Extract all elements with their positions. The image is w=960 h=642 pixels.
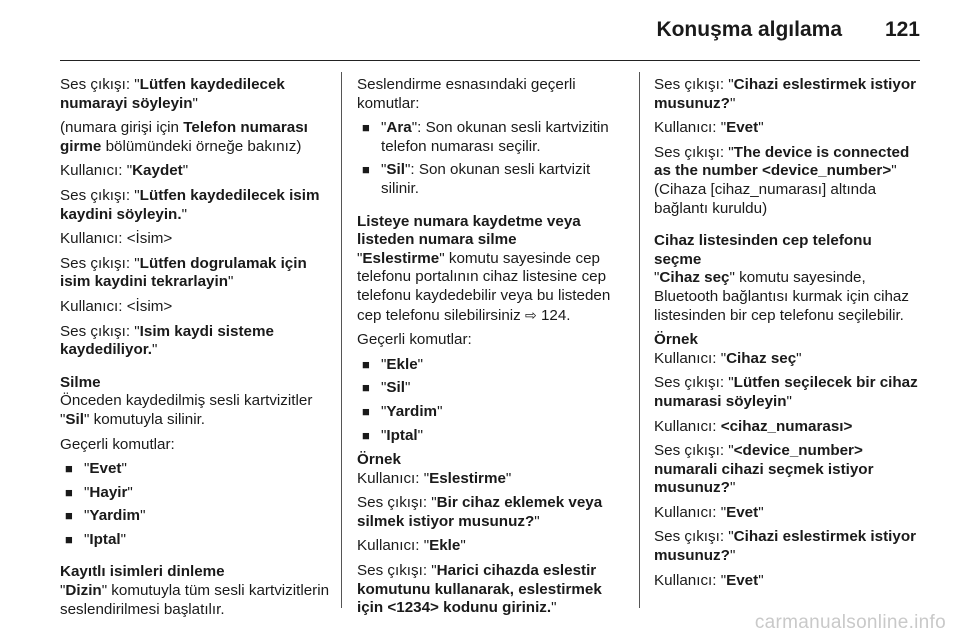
- dialog-line: Kullanıcı: <İsim>: [60, 230, 173, 248]
- dialog-line: [654, 76, 922, 113]
- text: " komutu sayesinde, Bluetooth bağlantısı kurmak için cihaz listesinden bir cep telefonu seçilebilir.: [654, 269, 909, 324]
- command-name: Evet: [89, 460, 122, 478]
- speaker-label: Kullanıcı: ": [654, 349, 727, 367]
- paragraph: [357, 250, 625, 325]
- system-prompt: Harici cihazda eslestir komutunu kullanarak, eslestirmek için <1234> kodunu giriniz.: [357, 562, 602, 617]
- section-heading: Listeye numara kaydetme veya listeden numara silme: [357, 212, 581, 249]
- command-list: [60, 460, 332, 549]
- quote-end: ": [152, 341, 158, 359]
- dialog-line: [357, 470, 625, 489]
- bullet-square-icon: ■: [65, 484, 73, 500]
- command-name: Eslestirme: [362, 249, 440, 267]
- paragraph: Seslendirme esnasındaki geçerli komutlar:: [357, 76, 576, 112]
- dialog-line: [60, 76, 332, 113]
- dialog-line: [60, 187, 332, 224]
- section-heading: Kayıtlı isimleri dinleme: [60, 563, 225, 581]
- command-name: Ekle: [386, 355, 418, 373]
- speaker-label: Ses çıkışı: ": [357, 494, 437, 512]
- list-item: ■ "Ekle": [362, 355, 424, 373]
- page-reference-arrow-icon: ⇨: [525, 306, 537, 323]
- quote-end: ": [228, 273, 234, 291]
- quote-end: ": [534, 512, 540, 530]
- dialog-line: [654, 144, 922, 218]
- dialog-line: [654, 442, 922, 498]
- quote-end: ": [758, 571, 764, 589]
- bullet-square-icon: ■: [362, 120, 370, 136]
- page-reference: 124.: [540, 306, 571, 324]
- text: (numara girişi için: [60, 119, 184, 137]
- section-heading: Silme: [60, 373, 101, 391]
- quote-end: ": [182, 162, 189, 180]
- user-command: Evet: [726, 503, 759, 521]
- dialog-line: [654, 504, 922, 523]
- speaker-label: Kullanıcı:: [654, 417, 721, 435]
- command-name: Sil: [65, 410, 84, 428]
- bullet-square-icon: ■: [362, 356, 370, 372]
- bullet-square-icon: ■: [362, 162, 370, 178]
- page-title: Konuşma algılama: [656, 18, 842, 41]
- speaker-label: Ses çıkışı: ": [654, 76, 734, 93]
- section-reference: Telefon numarası girme: [60, 119, 308, 155]
- header-rule: [60, 60, 920, 61]
- quote-end: ": [786, 392, 792, 410]
- bullet-square-icon: ■: [362, 427, 370, 443]
- section-heading: Cihaz listesinden cep telefonu seçme: [654, 232, 872, 268]
- dialog-line: Kullanıcı: <İsim>: [60, 297, 173, 315]
- quote-end: ": [758, 503, 764, 521]
- page-header: [0, 0, 960, 62]
- quote-end: ": [551, 599, 557, 617]
- column-divider: [341, 72, 342, 608]
- dialog-line: [654, 374, 922, 411]
- text-column-2: [357, 76, 625, 624]
- list-item: ■ "Iptal": [65, 530, 127, 548]
- text: ": Son okunan sesli kartvizit silinir.: [381, 161, 591, 197]
- command-name: Hayir: [89, 483, 128, 501]
- speaker-label: Kullanıcı: ": [654, 119, 727, 137]
- quote-end: ": [192, 94, 198, 112]
- speaker-label: Kullanıcı: ": [654, 571, 727, 589]
- text: ": Son okunan sesli kartvizitin telefon numarası seçilir.: [381, 119, 609, 155]
- text: ": [60, 582, 66, 600]
- command-name: Iptal: [89, 530, 121, 548]
- list-item: ■ "Yardim": [65, 507, 146, 525]
- system-prompt: The device is connected as the number <device_number>: [654, 143, 910, 180]
- quote-end: ": [729, 94, 736, 112]
- text: " komutu sayesinde cep telefonu portalının cihaz listesine cep telefonu kaydedebilir veya bu listeden cep telefonu silebilirsiniz: [357, 249, 611, 324]
- dialog-line: [654, 119, 922, 138]
- speaker-label: Ses çıkışı: ": [654, 374, 734, 392]
- bullet-square-icon: ■: [65, 461, 73, 477]
- system-prompt: Isim kaydi sisteme kaydediliyor.: [60, 322, 274, 359]
- bullet-square-icon: ■: [65, 508, 73, 524]
- speaker-label: Kullanıcı: ": [60, 162, 133, 180]
- system-prompt: Lütfen seçilecek bir cihaz numarasi söyleyin: [654, 374, 918, 410]
- command-name: Iptal: [386, 426, 418, 444]
- dialog-line: [357, 562, 625, 618]
- speaker-label: Ses çıkışı: ": [654, 143, 734, 161]
- quote-end: ": [758, 119, 764, 137]
- list-item: ■ "Evet": [65, 460, 127, 478]
- system-prompt: Cihazi eslestirmek istiyor musunuz?: [654, 528, 917, 565]
- paragraph: [60, 119, 332, 156]
- system-prompt: Lütfen kaydedilecek isim kaydini söyleyin.: [60, 186, 320, 223]
- speaker-label: Ses çıkışı: ": [654, 442, 734, 460]
- speaker-label: Kullanıcı: ": [654, 503, 727, 521]
- paragraph: [654, 269, 922, 325]
- command-name: Ara: [386, 119, 412, 137]
- list-item: ■ "Ara": Son okunan sesli kartvizitin telefon numarası seçilir.: [362, 119, 609, 155]
- dialog-line: [60, 323, 332, 360]
- quote-end: ": [729, 547, 736, 565]
- speaker-label: Ses çıkışı: ": [60, 322, 140, 340]
- command-list: [357, 119, 625, 198]
- system-prompt: Lütfen dogrulamak için isim kaydini tekrarlayin: [60, 254, 307, 291]
- list-item: ■ "Yardim": [362, 402, 443, 420]
- command-name: Yardim: [386, 402, 438, 420]
- speaker-label: Ses çıkışı: ": [60, 76, 140, 93]
- list-item: ■ "Iptal": [362, 426, 424, 444]
- list-item: ■ "Sil": [362, 379, 411, 397]
- speaker-label: Kullanıcı: ": [357, 537, 430, 555]
- speaker-label: Kullanıcı: ": [357, 469, 430, 487]
- dialog-line: [60, 162, 332, 181]
- dialog-line: [654, 418, 922, 437]
- paragraph: [60, 582, 332, 619]
- commands-label: Geçerli komutlar:: [357, 331, 472, 349]
- system-prompt: Cihazi eslestirmek istiyor musunuz?: [654, 76, 917, 112]
- command-name: Sil: [386, 379, 405, 397]
- paragraph: [60, 392, 332, 429]
- dialog-line: [357, 494, 625, 531]
- dialog-line: [654, 572, 922, 591]
- dialog-line: [654, 528, 922, 565]
- dialog-line: [60, 255, 332, 292]
- speaker-label: Ses çıkışı: ": [60, 186, 140, 204]
- text: ": [654, 269, 660, 287]
- command-name: Yardim: [89, 507, 141, 525]
- user-command: <cihaz_numarası>: [720, 417, 853, 435]
- text: " komutuyla tüm sesli kartvizitlerin seslendirilmesi başlatılır.: [60, 582, 330, 618]
- quote-end: ": [796, 349, 802, 367]
- system-prompt: <device_number> numarali cihazi seçmek istiyor musunuz?: [654, 442, 874, 497]
- user-command: Evet: [726, 119, 759, 137]
- user-command: Evet: [726, 571, 759, 589]
- text-column-1: [60, 76, 332, 625]
- user-command: Ekle: [429, 537, 461, 555]
- speaker-label: Ses çıkışı: ": [654, 528, 734, 546]
- dialog-line: [654, 350, 922, 369]
- example-heading: Örnek: [654, 331, 698, 349]
- quote-end: ": [729, 479, 736, 497]
- text: Önceden kaydedilmiş sesli kartvizitler ": [60, 392, 313, 428]
- quote-end: ": [181, 205, 187, 223]
- system-prompt: Lütfen kaydedilecek numarayi söyleyin: [60, 76, 285, 112]
- list-item: ■ "Sil": Son okunan sesli kartvizit silinir.: [362, 161, 591, 197]
- commands-label: Geçerli komutlar:: [60, 435, 175, 453]
- command-name: Sil: [386, 161, 405, 179]
- column-divider: [639, 72, 640, 608]
- list-item: ■ "Hayir": [65, 483, 133, 501]
- user-command: Cihaz seç: [726, 349, 797, 367]
- example-heading: Örnek: [357, 451, 401, 469]
- bullet-square-icon: ■: [65, 531, 73, 547]
- page-number: 121: [884, 18, 920, 41]
- bullet-square-icon: ■: [362, 380, 370, 396]
- quote-end: " (Cihaza [cihaz_numarası] altında bağlantı kuruldu): [654, 162, 897, 217]
- text: " komutuyla silinir.: [83, 410, 206, 428]
- text-column-3: [654, 76, 922, 596]
- command-name: Cihaz seç: [659, 269, 730, 287]
- user-command: Eslestirme: [429, 469, 506, 487]
- system-prompt: Bir cihaz eklemek veya silmek istiyor musunuz?: [357, 494, 603, 530]
- bullet-square-icon: ■: [362, 403, 370, 419]
- text: bölümündeki örneğe bakınız): [101, 137, 302, 155]
- quote-end: ": [460, 537, 466, 555]
- text: ": [357, 249, 363, 267]
- dialog-line: [357, 537, 625, 556]
- quote-end: ": [505, 469, 512, 487]
- command-list: [357, 356, 625, 445]
- speaker-label: Ses çıkışı: ": [357, 562, 437, 580]
- user-command: Kaydet: [132, 162, 183, 180]
- speaker-label: Ses çıkışı: ": [60, 254, 140, 272]
- command-name: Dizin: [65, 582, 102, 600]
- watermark: carmanualsonline.info: [754, 612, 946, 633]
